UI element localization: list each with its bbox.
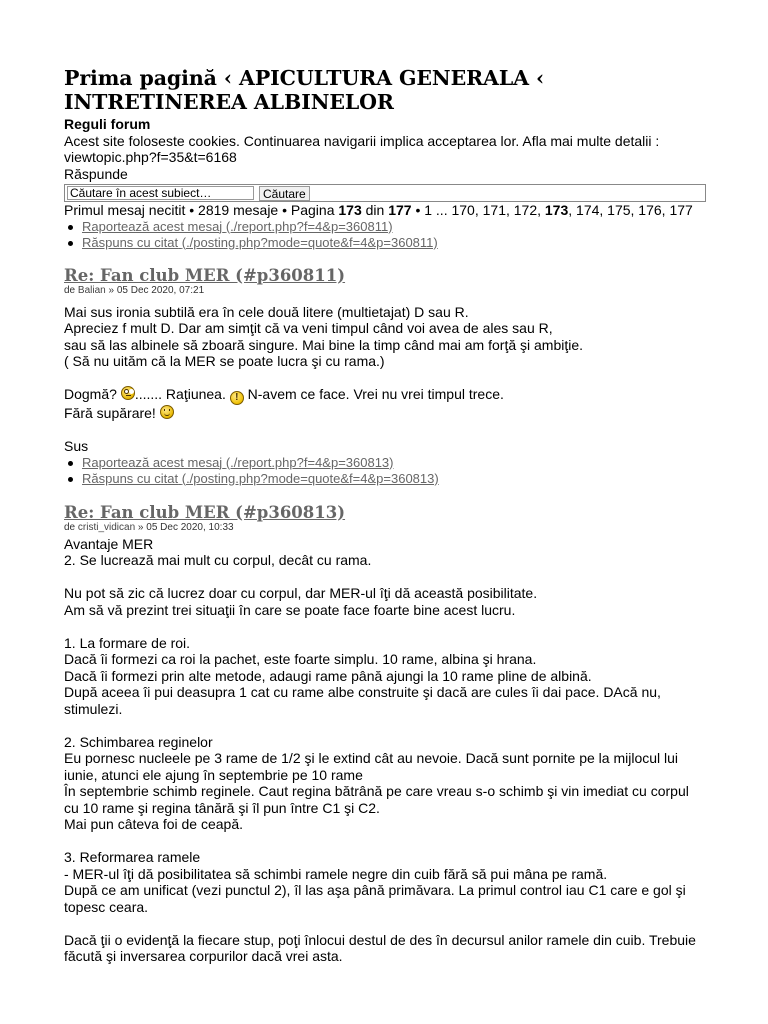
pagination-pages[interactable]: • 1 ... 170, 171, 172,: [411, 202, 545, 218]
cookie-notice: Acest site foloseste cookies. Continuarea navigarii implica acceptarea lor. Afla mai multe detalii : viewtopic.php?f=35&t=6168: [64, 132, 660, 165]
report-link[interactable]: Raportează acest mesaj (./report.php?f=4&p=360813): [82, 454, 394, 470]
breadcrumb-section[interactable]: APICULTURA GENERALA: [239, 66, 529, 90]
pagination-prefix[interactable]: Primul mesaj necitit • 2819 mesaje • Pagina: [64, 202, 339, 218]
report-link[interactable]: Raportează acest mesaj (./report.php?f=4&p=360811): [82, 218, 393, 234]
quote-link[interactable]: Răspuns cu citat (./posting.php?mode=quote&f=4&p=360813): [82, 470, 439, 486]
quote-link[interactable]: Răspuns cu citat (./posting.php?mode=quote&f=4&p=360811): [82, 234, 438, 250]
breadcrumb-sep: ‹: [536, 66, 545, 90]
pagination-current: 173: [338, 202, 362, 218]
page-title: [64, 66, 706, 114]
breadcrumb-forum[interactable]: INTRETINEREA ALBINELOR: [64, 90, 394, 114]
post-author[interactable]: Balian: [77, 284, 106, 296]
exclamation-smiley-icon: !: [230, 391, 244, 405]
back-to-top-link[interactable]: Sus: [64, 438, 89, 454]
search-button[interactable]: Căutare: [259, 186, 310, 201]
search-input[interactable]: [67, 186, 254, 200]
search-bar: [64, 184, 706, 202]
top-actions: [64, 219, 706, 251]
pagination-pages-current: 173: [544, 202, 569, 218]
post-body: Avantaje MER 2. Se lucrează mai mult cu corpul, decât cu rama. Nu pot să zic că lucrez doar cu corpul, dar MER-ul îţi dă această posibilitate. Am să vă prezint trei situaţii în care se poate face foarte bine acest lucru. 1. La formare de roi. Dacă îi formezi ca roi la pachet, este foarte simplu. 10 rame, albina şi hrana. Dacă îi formezi prin alte metode, adaugi rame până ajungi la 10 rame pline de albină. După aceea îi pui deasupra 1 cat cu rame albe construite şi dacă are cules îi dai pace. DAcă nu, stimulezi. 2. Schimbarea reginelor Eu pornesc nucleele pe 3 rame de 1/2 şi le extind cât au nevoie. Dacă sunt pornite pe la mijlocul lui iunie, atunci ele ajung în septembrie pe 10 rame În septembrie schimb reginele. Caut regina bătrână pe care vreau s-o schimb şi vin imediat cu corpul cu 10 rame şi regina tânără şi îl pun între C1 şi C2. Mai pun câteva foi de ceapă. 3. Reformarea ramele - MER-ul îţi dă posibilitatea să schimbi ramele negre din cuib fără să pui mâna pe ramă. După ce am unificat (vezi punctul 2), îl las aşa până primăvara. La primul control iau C1 care e gol şi topesc ceara. Dacă ţii o evidenţă la fiecare stup, poţi înlocui destul de des în decursul anilor ramele din cuib. Trebuie făcută şi inversarea corpurilor dacă vrei asta.: [64, 535, 696, 964]
rolleyes-smiley-icon: [121, 386, 135, 400]
quote-action[interactable]: [82, 235, 706, 251]
pagination-total: 177: [388, 202, 412, 218]
breadcrumb-home[interactable]: Prima pagină: [64, 66, 217, 90]
reply-link[interactable]: Răspunde: [64, 165, 128, 182]
post-title[interactable]: Re: Fan club MER (#p360811): [64, 265, 346, 285]
post-body: Mai sus ironia subtilă era în cele două litere (multietajat) D sau R. Apreciez f mult D. Dar am simţit că va veni timpul când voi avea de ales sau R, sau să las albinele să zboară singure. Mai bine la timp când mai am forţă şi ambiţie. ( Să nu uităm că la MER se poate lucra şi cu rama.) Dogmă? ....... Raţiunea. ! N-avem ce face. Vrei nu vrei timpul trece. Fără supărare! Sus: [64, 304, 706, 455]
page: [64, 66, 706, 965]
grin-smiley-icon: [160, 405, 174, 419]
pagination-pages[interactable]: , 174, 175, 176, 177: [568, 202, 693, 218]
post-title[interactable]: Re: Fan club MER (#p360813): [64, 502, 346, 522]
quote-action[interactable]: [82, 471, 706, 487]
post-meta: de Balian » 05 Dec 2020, 07:21: [64, 284, 205, 296]
post-meta: de cristi_vidican » 05 Dec 2020, 10:33: [64, 521, 234, 533]
pagination-of: din: [361, 202, 389, 218]
report-action[interactable]: [82, 219, 706, 235]
post-author[interactable]: cristi_vidican: [77, 521, 136, 533]
report-action[interactable]: [82, 455, 706, 471]
breadcrumb-sep: ‹: [223, 66, 232, 90]
rules-link[interactable]: Reguli forum: [64, 116, 151, 132]
pagination: [64, 202, 706, 219]
post-actions: [64, 455, 706, 487]
